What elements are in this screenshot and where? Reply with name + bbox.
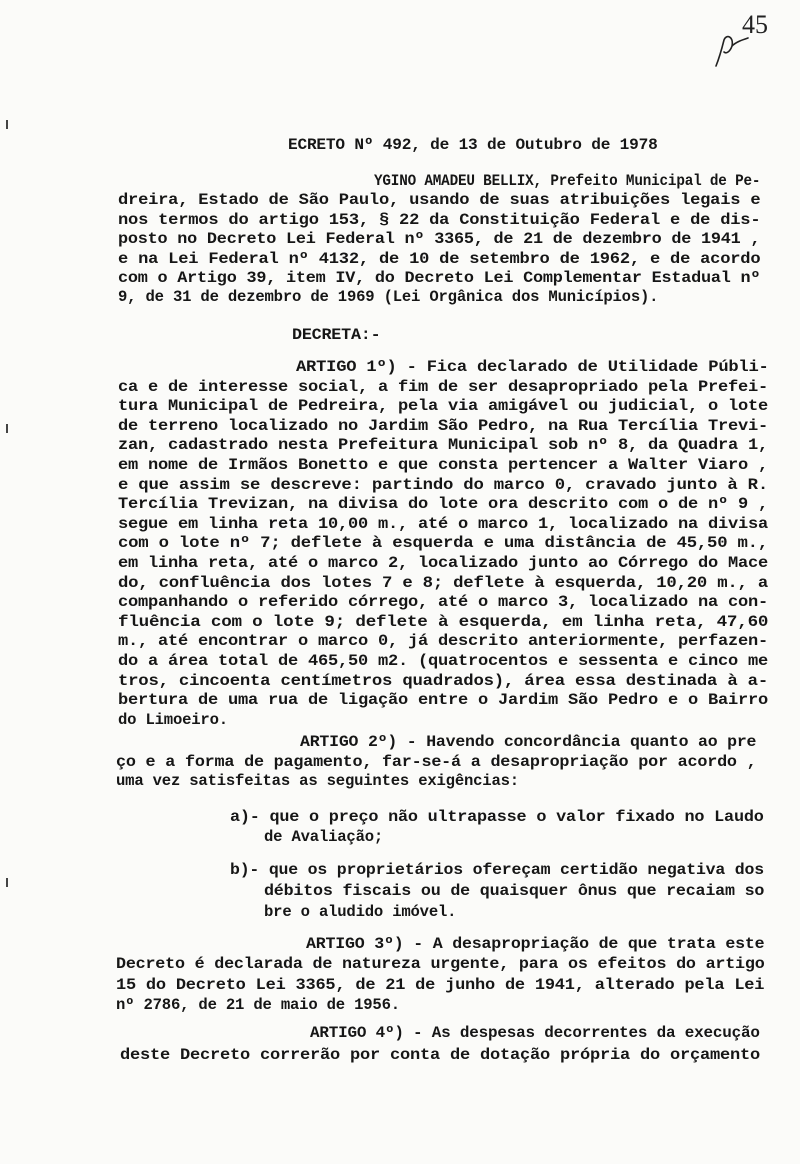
- margin-tick: [6, 120, 8, 129]
- artigo1-line: ARTIGO 1º) - Fica declarado de Utilidade Públi-: [296, 358, 769, 376]
- item-b-line: b)- que os proprietários ofereçam certidão negativa dos: [230, 861, 764, 879]
- artigo1-line: m., até encontrar o marco 0, já descrito anteriormente, perfazen-: [118, 632, 769, 651]
- artigo4-line: deste Decreto correrão por conta de dotação própria do orçamento: [120, 1046, 761, 1064]
- artigo2-line: uma vez satisfeitas as seguintes exigências:: [116, 772, 519, 791]
- artigo1-line: tros, cincoenta centímetros quadrados), área essa destinada à a-: [118, 671, 768, 690]
- artigo1-line: de terreno localizado no Jardim São Pedro, na Rua Tercília Trevi-: [118, 416, 769, 435]
- preamble-line: YGINO AMADEU BELLIX, Prefeito Municipal de Pe-: [374, 172, 761, 190]
- artigo1-line: do Limoeiro.: [118, 710, 228, 729]
- artigo3-line: 15 do Decreto Lei 3365, de 21 de junho de 1941, alterado pela Lei: [116, 975, 765, 994]
- item-a-line: a)- que o preço não ultrapasse o valor fixado no Laudo: [230, 808, 764, 826]
- preamble-line: 9, de 31 de dezembro de 1969 (Lei Orgânica dos Municípios).: [118, 288, 659, 307]
- preamble-line: dreira, Estado de São Paulo, usando de suas atribuições legais e: [118, 191, 761, 210]
- artigo1-line: Tercília Trevizan, na divisa do lote ora descrito com o de nº 9 ,: [118, 495, 769, 514]
- artigo1-line: e que assim se descreve: partindo do marco 0, cravado junto à R.: [118, 475, 768, 494]
- artigo2-line: ço e a forma de pagamento, far-se-á a desapropriação por acordo ,: [116, 752, 757, 771]
- artigo1-line: em nome de Irmãos Bonetto e que consta pertencer a Walter Viaro ,: [118, 456, 769, 474]
- artigo1-line: ca e de interesse social, a fim de ser desapropriado pela Prefei-: [118, 377, 769, 396]
- preamble-line: com o Artigo 39, item IV, do Decreto Lei Complementar Estadual nº: [118, 269, 761, 287]
- margin-tick: [6, 424, 8, 433]
- decree-title: ECRETO Nº 492, de 13 de Outubro de 1978: [288, 136, 658, 154]
- artigo2-line: ARTIGO 2º) - Havendo concordância quanto ao pre: [300, 733, 757, 751]
- page-number: 45: [742, 10, 768, 39]
- artigo1-line: segue em linha reta 10,00 m., até o marco 1, localizado na divisa: [118, 514, 769, 533]
- artigo1-line: companhando o referido córrego, até o marco 3, localizado na con-: [118, 593, 769, 612]
- preamble-line: nos termos do artigo 153, § 22 da Constituição Federal e de dis-: [118, 210, 761, 229]
- artigo1-line: em linha reta, até o marco 2, localizado junto ao Córrego do Mace: [118, 554, 769, 572]
- artigo1-line: bertura de uma rua de ligação entre o Jardim São Pedro e o Bairro: [118, 691, 769, 710]
- margin-tick: [6, 878, 8, 887]
- handwritten-initial-mark: [712, 26, 752, 72]
- item-b-line: bre o aludido imóvel.: [264, 903, 457, 921]
- artigo1-line: com o lote nº 7; deflete à esquerda e uma distância de 45,50 m.,: [118, 534, 768, 553]
- artigo1-line: fluência com o lote 9; deflete à esquerda, em linha reta, 47,60: [118, 612, 769, 631]
- item-b-line: débitos fiscais ou de quaisquer ônus que recaiam so: [264, 882, 765, 900]
- decreta-heading: DECRETA:-: [292, 326, 381, 344]
- artigo3-line: nº 2786, de 21 de maio de 1956.: [116, 995, 400, 1014]
- artigo1-line: tura Municipal de Pedreira, pela via amigável ou judicial, o lote: [118, 397, 769, 416]
- item-a-line: de Avaliação;: [264, 828, 384, 846]
- artigo3-line: ARTIGO 3º) - A desapropriação de que trata este: [306, 935, 765, 953]
- artigo3-line: Decreto é declarada de natureza urgente, para os efeitos do artigo: [116, 955, 765, 974]
- preamble-line: e na Lei Federal nº 4132, de 10 de setembro de 1962, e de acordo: [118, 249, 761, 268]
- artigo1-line: do a área total de 465,50 m2. (quatrocentos e sessenta e cinco me: [118, 652, 769, 670]
- artigo1-line: zan, cadastrado nesta Prefeitura Municipal sob nº 8, da Quadra 1,: [118, 436, 769, 455]
- artigo1-line: do, confluência dos lotes 7 e 8; deflete à esquerda, 10,20 m., a: [118, 573, 768, 592]
- preamble-line: posto no Decreto Lei Federal nº 3365, de 21 de dezembro de 1941 ,: [118, 230, 761, 249]
- artigo4-line: ARTIGO 4º) - As despesas decorrentes da execução: [310, 1024, 760, 1042]
